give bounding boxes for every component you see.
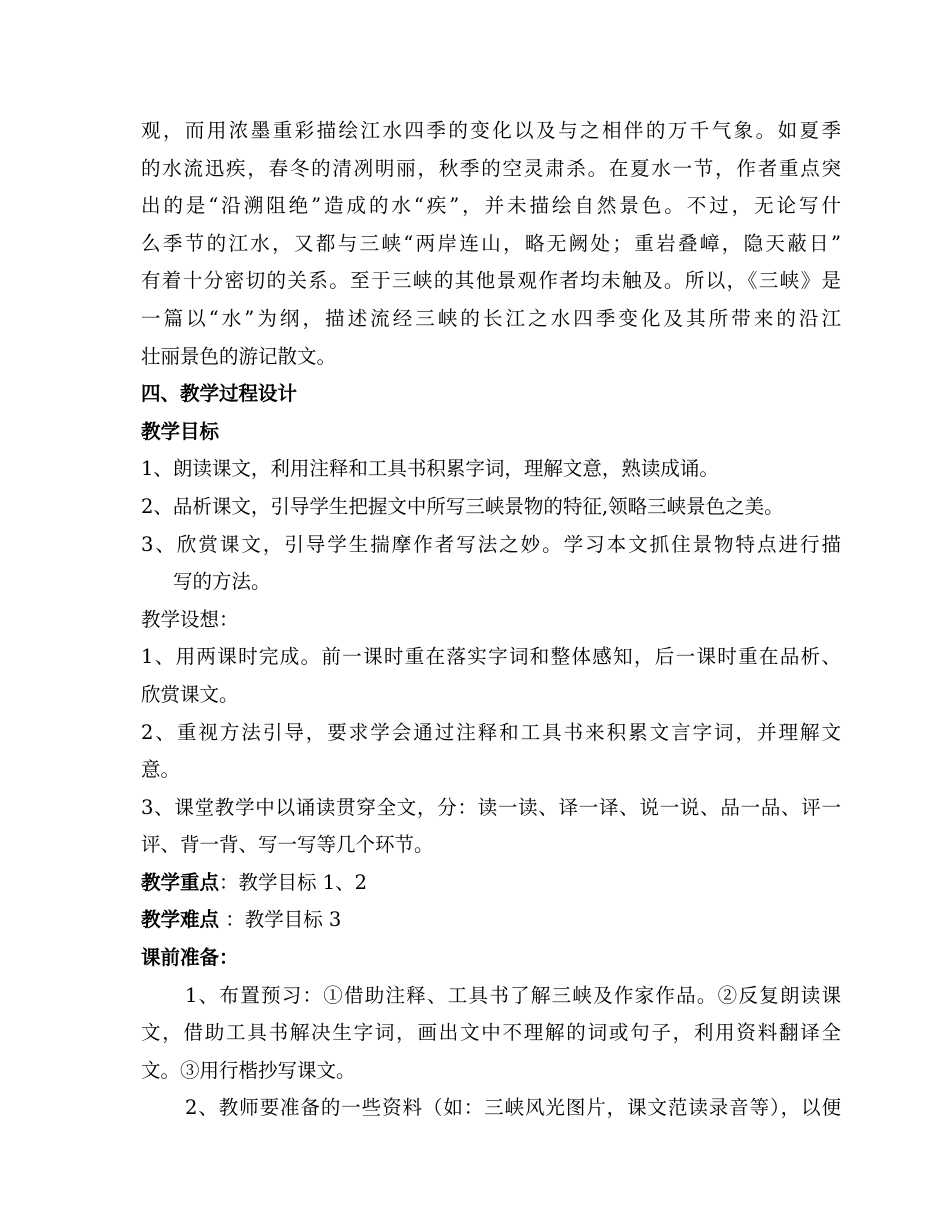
text-line: 么季节的江水，又都与三峡“两岸连山，略无阙处；重岩叠嶂，隐天蔽日” — [141, 231, 841, 255]
key-points-label: 教学重点 — [141, 870, 220, 894]
preparation-item-1: 1、布置预习：①借助注释、工具书了解三峡及作家作品。②反复朗读课 — [185, 983, 841, 1007]
design-item-3-cont: 评、背一背、写一写等几个环节。 — [141, 833, 434, 857]
intro-paragraph — [141, 112, 841, 375]
preparation-heading: 课前准备： — [141, 946, 239, 970]
design-item-2-cont: 意。 — [141, 758, 181, 782]
goal-item-3: 3、欣赏课文，引导学生揣摩作者写法之妙。学习本文抓住景物特点进行描 — [141, 532, 841, 556]
text-line: 观，而用浓墨重彩描绘江水四季的变化以及与之相伴的万千气象。如夏季 — [141, 119, 841, 142]
design-item-1: 1、用两课时完成。前一课时重在落实字词和整体感知，后一课时重在品析、 — [141, 645, 841, 669]
goals-heading: 教学目标 — [141, 419, 220, 443]
text-line: 有着十分密切的关系。至于三峡的其他景观作者均未触及。所以，《三峡》是 — [141, 269, 841, 293]
text-line: 出的是“沿溯阻绝”造成的水“疾”，并未描绘自然景色。不过，无论写什 — [141, 194, 841, 218]
goal-item-1: 1、朗读课文，利用注释和工具书积累字词，理解文意，熟读成诵。 — [141, 457, 719, 481]
goal-item-2: 2、品析课文，引导学生把握文中所写三峡景物的特征,领略三峡景色之美。 — [141, 494, 784, 518]
text-line: 壮丽景色的游记散文。 — [141, 344, 337, 368]
text-line: 一篇以“水”为纲，描述流经三峡的长江之水四季变化及其所带来的沿江 — [141, 306, 841, 330]
design-item-3: 3、课堂教学中以诵读贯穿全文，分：读一读、译一译、说一说、品一品、评一 — [141, 795, 841, 819]
design-heading: 教学设想： — [141, 607, 239, 631]
difficult-points-label: 教学难点 — [141, 908, 220, 932]
preparation-item-1-cont: 文，借助工具书解决生字词，画出文中不理解的词或句子，利用资料翻译全 — [141, 1021, 841, 1045]
section-heading: 四、教学过程设计 — [141, 382, 298, 406]
goal-item-3-cont: 写的方法。 — [173, 570, 271, 594]
difficult-points-value: ：教学目标 3 — [219, 908, 342, 932]
key-points-value: ：教学目标 1、2 — [219, 870, 368, 894]
key-points-line — [141, 864, 841, 902]
preparation-item-1-cont2: 文。③用行楷抄写课文。 — [141, 1058, 356, 1082]
design-item-1-cont: 欣赏课文。 — [141, 682, 239, 706]
difficult-points-line — [141, 901, 841, 939]
text-line: 的水流迅疾，春冬的清冽明丽，秋季的空灵肃杀。在夏水一节，作者重点突 — [141, 156, 841, 180]
preparation-item-2: 2、教师要准备的一些资料（如：三峡风光图片，课文范读录音等），以便 — [185, 1096, 841, 1120]
document-page — [141, 112, 841, 1127]
design-item-2: 2、重视方法引导，要求学会通过注释和工具书来积累文言字词，并理解文 — [141, 720, 841, 744]
